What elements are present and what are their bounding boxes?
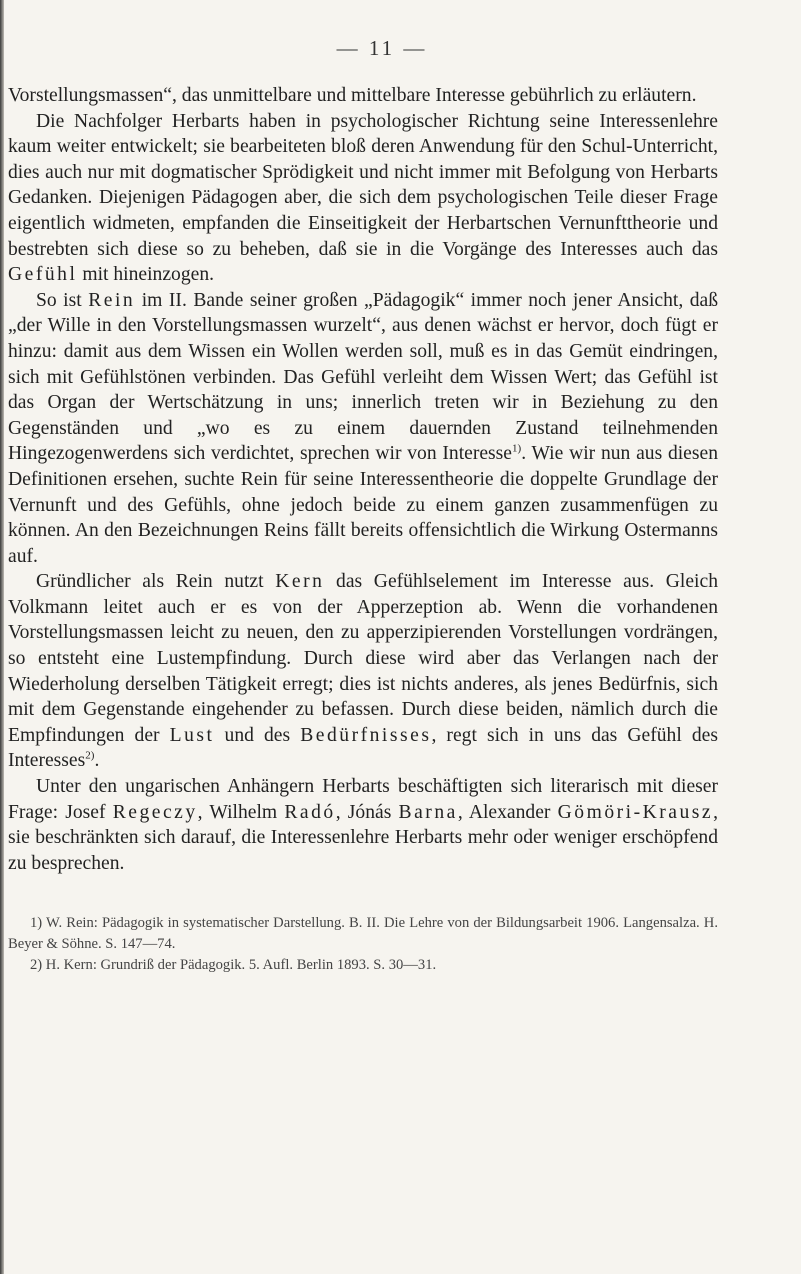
footnote-2: 2) H. Kern: Grundriß der Pädagogik. 5. Aufl. Berlin 1893. S. 30—31. — [30, 957, 437, 974]
paragraph-4 — [8, 569, 718, 774]
page-number: — 11 — — [336, 36, 428, 60]
paragraph-4-end: , regt sich in uns das Gefühl des Interesses — [8, 724, 718, 772]
term-gefuehl: Gefühl — [8, 264, 78, 286]
footnotes — [8, 913, 718, 976]
body-text — [8, 83, 718, 876]
paragraph-5-sep-1: , Wilhelm — [197, 801, 278, 823]
paragraph-5-sep-3: , Alexander — [457, 801, 551, 823]
paragraph-2-end: mit hineinzogen. — [82, 264, 215, 286]
footnote-ref-2: 2) — [85, 749, 95, 762]
footnote-ref-1: 1) — [512, 442, 522, 455]
paragraph-5-end: , sie beschränkten sich darauf, die Interessenlehre Herbarts mehr oder weniger erschöpfend zu besprechen. — [8, 801, 718, 874]
document-page — [8, 36, 718, 976]
paragraph-3-end: . Wie wir nun aus diesen Definitionen ersehen, suchte Rein für seine Interessentheorie die doppelte Grundlage der Vernunft und des Gefühls, ohne jedoch beide zu einem ganzen zusammenfügen zu können. An den Bezeichnungen Reins fällt bereits offensichtlich die Wirkung Ostermanns auf. — [8, 443, 718, 567]
term-barna: Barna — [398, 801, 458, 823]
paragraph-4-and: und des — [224, 724, 291, 746]
term-regeczy: Regeczy — [112, 801, 198, 823]
paragraph-3-start: So ist — [36, 289, 82, 311]
paragraph-5-sep-2: , Jónás — [335, 801, 392, 823]
paragraph-3 — [8, 288, 718, 570]
term-lust: Lust — [169, 724, 215, 746]
paragraph-5 — [8, 774, 718, 876]
footnote-1: 1) W. Rein: Pädagogik in systematischer Darstellung. B. II. Die Lehre von der Bildungsarbeit 1906. Langensalza. H. Beyer & Söhne. S. 147—74. — [8, 915, 718, 953]
binding-shadow — [0, 0, 4, 1274]
paragraph-4-text: das Gefühlselement im Interesse aus. Gleich Volkmann leitet auch er es von der Apperzeption ab. Wenn die vorhandenen Vorstellungsmassen leicht zu neuen, den zu apperzipierenden Vorstellungen vordrängen, so entsteht eine Lustempfindung. Durch diese wird aber das Verlangen nach der Wiederholung derselben Tätigkeit erregt; dies ist nichts anderes, als jenes Bedürfnis, sich mit dem Gegenstande eingehender zu befassen. Durch diese beiden, nämlich durch die Empfindungen der — [8, 571, 718, 746]
term-rein: Rein — [88, 289, 136, 311]
term-kern: Kern — [275, 571, 325, 593]
term-goemoeri: Gömöri-Krausz — [557, 801, 714, 823]
paragraph-3-text: im II. Bande seiner großen „Pädagogik“ immer noch jener Ansicht, daß „der Wille in den Vorstellungsmassen wurzelt“, aus denen wächst er hervor, doch fügt er hinzu: damit aus dem Wissen ein Wollen werden soll, muß es in das Gemüt eindringen, sich mit Gefühlstönen verbinden. Das Gefühl verleiht dem Wissen Wert; das Gefühl ist das Organ der Wertschätzung in uns; innerlich treten wir in Beziehung zu den Gegenständen und „wo es zu einem dauernden Zustand teilnehmenden Hingezogenwerdens sich verdichtet, sprechen wir von Interesse — [8, 289, 719, 465]
term-rado: Radó — [284, 801, 336, 823]
paragraph-1: Vorstellungsmassen“, das unmittelbare und mittelbare Interesse gebührlich zu erläutern. — [8, 85, 697, 106]
term-beduerfnis: Bedürfnisses — [300, 724, 432, 746]
paragraph-2 — [8, 109, 718, 288]
paragraph-4-start: Gründlicher als Rein nutzt — [36, 571, 264, 593]
paragraph-5-start: Unter den ungarischen Anhängern Herbarts beschäftigten sich literarisch mit dieser Frage: Josef — [8, 776, 718, 823]
paragraph-4-period: . — [94, 750, 100, 772]
paragraph-2-text: Die Nachfolger Herbarts haben in psychologischer Richtung seine Interessenlehre kaum weiter entwickelt; sie bearbeiteten bloß deren Anwendung für den Schul-Unterricht, dies auch nur mit dogmatischer Sprödigkeit und nicht immer mit Befolgung von Herbarts Gedanken. Diejenigen Pädagogen aber, die sich dem psychologischen Teile dieser Frage eigentlich widmeten, empfanden die Einseitigkeit der Herbartschen Vernunfttheorie und bestrebten sich diese so zu beheben, daß sie in die Vorgänge des Interesses auch das — [8, 110, 718, 260]
